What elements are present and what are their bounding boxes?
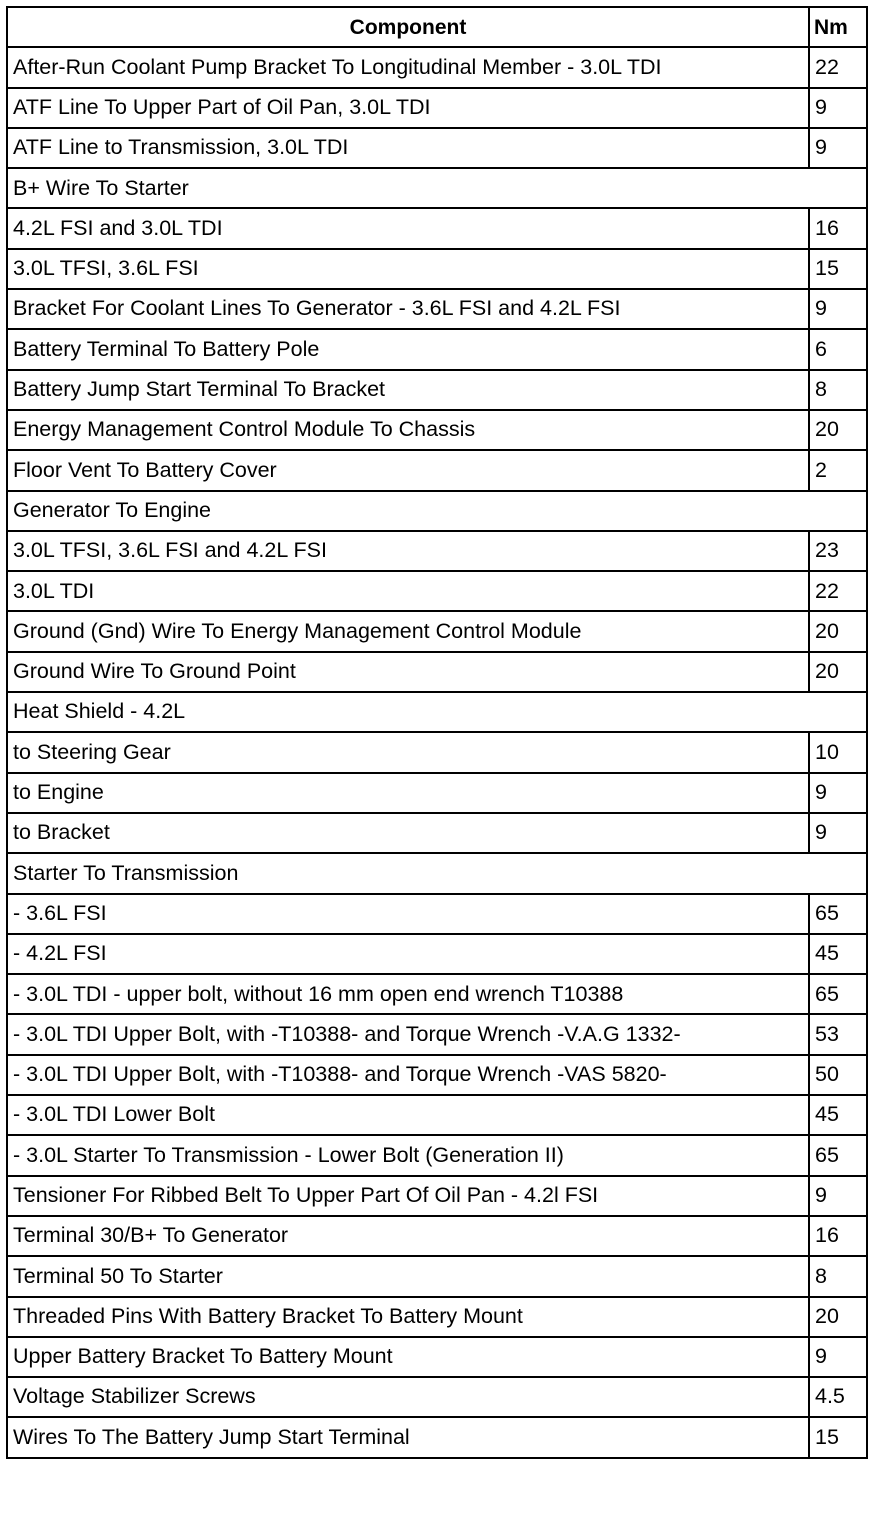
table-row bbox=[7, 652, 867, 692]
table-row bbox=[7, 692, 867, 732]
torque-value-cell: 16 bbox=[809, 1216, 867, 1256]
component-cell: 3.0L TFSI, 3.6L FSI bbox=[7, 249, 809, 289]
torque-value-cell: 9 bbox=[809, 1176, 867, 1216]
torque-value-cell: 22 bbox=[809, 571, 867, 611]
table-row bbox=[7, 1337, 867, 1377]
torque-value-cell: 65 bbox=[809, 974, 867, 1014]
torque-value-cell: 8 bbox=[809, 1256, 867, 1296]
table-row bbox=[7, 611, 867, 651]
table-row bbox=[7, 1256, 867, 1296]
component-cell: After-Run Coolant Pump Bracket To Longitudinal Member - 3.0L TDI bbox=[7, 47, 809, 87]
table-row bbox=[7, 974, 867, 1014]
table-row bbox=[7, 894, 867, 934]
table-row bbox=[7, 1176, 867, 1216]
torque-value-cell: 20 bbox=[809, 652, 867, 692]
torque-value-cell: 15 bbox=[809, 1417, 867, 1457]
table-row bbox=[7, 732, 867, 772]
component-cell: 3.0L TFSI, 3.6L FSI and 4.2L FSI bbox=[7, 531, 809, 571]
component-cell: Battery Terminal To Battery Pole bbox=[7, 329, 809, 369]
table-row bbox=[7, 370, 867, 410]
table-body bbox=[7, 47, 867, 1457]
table-row bbox=[7, 571, 867, 611]
torque-value-cell: 23 bbox=[809, 531, 867, 571]
component-cell: Ground (Gnd) Wire To Energy Management Control Module bbox=[7, 611, 809, 651]
component-cell: Energy Management Control Module To Chassis bbox=[7, 410, 809, 450]
torque-value-cell: 9 bbox=[809, 88, 867, 128]
table-row bbox=[7, 1297, 867, 1337]
table-row bbox=[7, 1135, 867, 1175]
torque-value-cell: 8 bbox=[809, 370, 867, 410]
table-row bbox=[7, 531, 867, 571]
table-row bbox=[7, 773, 867, 813]
torque-value-cell: 65 bbox=[809, 1135, 867, 1175]
torque-value-cell: 9 bbox=[809, 289, 867, 329]
table-row bbox=[7, 934, 867, 974]
table-row bbox=[7, 208, 867, 248]
component-cell: - 4.2L FSI bbox=[7, 934, 809, 974]
torque-value-cell: 45 bbox=[809, 1095, 867, 1135]
table-row bbox=[7, 1216, 867, 1256]
table-row bbox=[7, 491, 867, 531]
torque-spec-table bbox=[6, 6, 868, 1459]
torque-value-cell: 9 bbox=[809, 128, 867, 168]
table-row bbox=[7, 128, 867, 168]
component-cell: - 3.0L TDI - upper bolt, without 16 mm open end wrench T10388 bbox=[7, 974, 809, 1014]
table-row bbox=[7, 289, 867, 329]
component-cell: to Steering Gear bbox=[7, 732, 809, 772]
component-cell: - 3.0L TDI Upper Bolt, with -T10388- and Torque Wrench -V.A.G 1332- bbox=[7, 1014, 809, 1054]
table-row bbox=[7, 168, 867, 208]
table-row bbox=[7, 1095, 867, 1135]
column-header-nm: Nm bbox=[809, 7, 867, 47]
table-row bbox=[7, 1014, 867, 1054]
torque-value-cell: 4.5 bbox=[809, 1377, 867, 1417]
table-row bbox=[7, 410, 867, 450]
torque-value-cell: 9 bbox=[809, 773, 867, 813]
component-cell: - 3.0L Starter To Transmission - Lower Bolt (Generation II) bbox=[7, 1135, 809, 1175]
torque-value-cell: 45 bbox=[809, 934, 867, 974]
torque-value-cell: 53 bbox=[809, 1014, 867, 1054]
component-cell: - 3.0L TDI Upper Bolt, with -T10388- and Torque Wrench -VAS 5820- bbox=[7, 1055, 809, 1095]
section-heading-cell: B+ Wire To Starter bbox=[7, 168, 867, 208]
component-cell: 4.2L FSI and 3.0L TDI bbox=[7, 208, 809, 248]
component-cell: Upper Battery Bracket To Battery Mount bbox=[7, 1337, 809, 1377]
table-row bbox=[7, 88, 867, 128]
component-cell: Ground Wire To Ground Point bbox=[7, 652, 809, 692]
table-row bbox=[7, 1055, 867, 1095]
table-row bbox=[7, 813, 867, 853]
component-cell: Floor Vent To Battery Cover bbox=[7, 450, 809, 490]
table-row bbox=[7, 249, 867, 289]
component-cell: ATF Line to Transmission, 3.0L TDI bbox=[7, 128, 809, 168]
column-header-component: Component bbox=[7, 7, 809, 47]
component-cell: - 3.6L FSI bbox=[7, 894, 809, 934]
component-cell: Bracket For Coolant Lines To Generator - 3.6L FSI and 4.2L FSI bbox=[7, 289, 809, 329]
component-cell: Tensioner For Ribbed Belt To Upper Part Of Oil Pan - 4.2l FSI bbox=[7, 1176, 809, 1216]
section-heading-cell: Heat Shield - 4.2L bbox=[7, 692, 867, 732]
component-cell: Battery Jump Start Terminal To Bracket bbox=[7, 370, 809, 410]
torque-value-cell: 15 bbox=[809, 249, 867, 289]
torque-value-cell: 50 bbox=[809, 1055, 867, 1095]
torque-value-cell: 22 bbox=[809, 47, 867, 87]
component-cell: Terminal 30/B+ To Generator bbox=[7, 1216, 809, 1256]
table-row bbox=[7, 47, 867, 87]
table-row bbox=[7, 1417, 867, 1457]
torque-value-cell: 20 bbox=[809, 410, 867, 450]
torque-value-cell: 20 bbox=[809, 611, 867, 651]
table-header-row bbox=[7, 7, 867, 47]
component-cell: Terminal 50 To Starter bbox=[7, 1256, 809, 1296]
section-heading-cell: Starter To Transmission bbox=[7, 853, 867, 893]
section-heading-cell: Generator To Engine bbox=[7, 491, 867, 531]
component-cell: to Engine bbox=[7, 773, 809, 813]
table-row bbox=[7, 853, 867, 893]
component-cell: ATF Line To Upper Part of Oil Pan, 3.0L TDI bbox=[7, 88, 809, 128]
component-cell: Wires To The Battery Jump Start Terminal bbox=[7, 1417, 809, 1457]
torque-value-cell: 65 bbox=[809, 894, 867, 934]
table-row bbox=[7, 450, 867, 490]
torque-value-cell: 9 bbox=[809, 1337, 867, 1377]
torque-value-cell: 20 bbox=[809, 1297, 867, 1337]
component-cell: 3.0L TDI bbox=[7, 571, 809, 611]
component-cell: - 3.0L TDI Lower Bolt bbox=[7, 1095, 809, 1135]
torque-value-cell: 16 bbox=[809, 208, 867, 248]
component-cell: Voltage Stabilizer Screws bbox=[7, 1377, 809, 1417]
torque-value-cell: 2 bbox=[809, 450, 867, 490]
component-cell: to Bracket bbox=[7, 813, 809, 853]
torque-value-cell: 9 bbox=[809, 813, 867, 853]
torque-value-cell: 10 bbox=[809, 732, 867, 772]
table-row bbox=[7, 1377, 867, 1417]
component-cell: Threaded Pins With Battery Bracket To Battery Mount bbox=[7, 1297, 809, 1337]
table-row bbox=[7, 329, 867, 369]
torque-value-cell: 6 bbox=[809, 329, 867, 369]
